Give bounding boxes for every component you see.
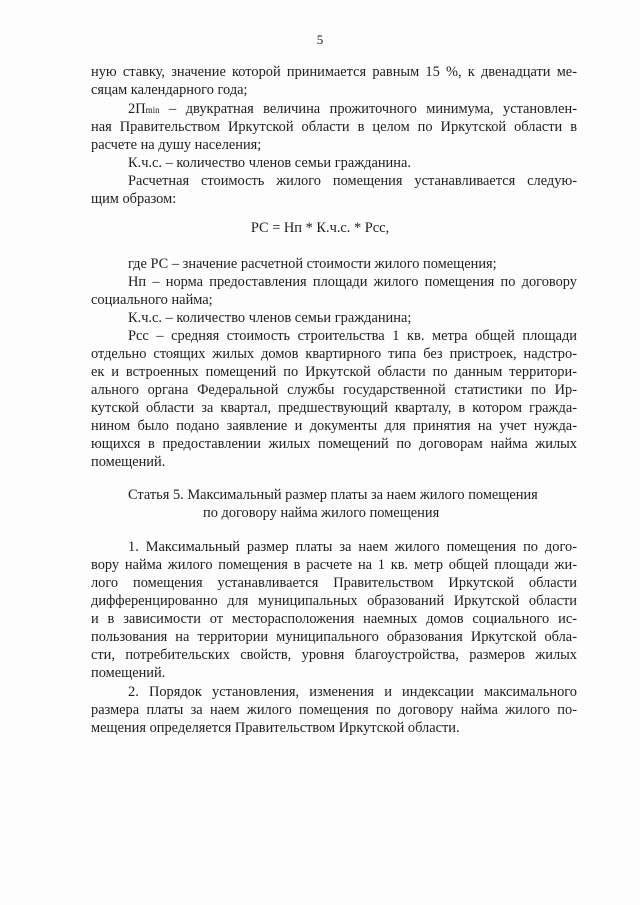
text-line: Расчетная стоимость жилого помещения устанавливается следую- [128,173,577,189]
text-line: где РС – значение расчетной стоимости жилого помещения; [128,256,497,272]
text-line: К.ч.с. – количество членов семьи гражданина; [128,310,412,326]
text-line: К.ч.с. – количество членов семьи гражданина. [128,155,411,171]
text-line: ная Правительством Иркутской области в целом по Иркутской области в [91,119,577,135]
text-line: размера платы за наем жилого помещения по договору найма жилого по- [91,702,577,718]
text-line: нином было подано заявление и документы для принятия на учет нуждa- [91,418,577,434]
text-line: ющихся в предоставлении жилых помещений по договорам найма жилых [91,436,577,452]
article-heading: Статья 5. Максимальный размер платы за наем жилого помещения [128,487,538,503]
text-line: ек и встроенных помещений по Иркутской области по данным территори- [91,364,577,380]
text-line: расчете на душу населения; [91,137,262,153]
text-line: дифференцированно для муниципальных образований Иркутской области [91,593,577,609]
page-number: 5 [316,32,324,47]
text-line: сяцам календарного года; [91,82,248,98]
text-line: лого помещения устанавливается Правительством Иркутской области [91,575,577,591]
text-line: 2. Порядок установления, изменения и индексации максимального [128,684,577,700]
text-line: Нп – норма предоставления площади жилого помещения по договору [128,274,577,290]
text-line: отдельно стоящих жилых домов квартирного типа без пристроек, надстро- [91,346,577,362]
text-line: социального найма; [91,292,213,308]
text-line: ального органа Федеральной службы государственной статистики по Ир- [91,382,577,398]
text-line: сти, потребительских свойств, уровня благоустройства, размеров жилых [91,647,577,663]
text-line: ную ставку, значение которой принимается равным 15 %, к двенадцати ме- [91,64,577,80]
text-line: вору найма жилого помещения в расчете на 1 кв. метр общей площади жи- [91,557,577,573]
text-line: пользования на территории муниципального образования Иркутской обла- [91,629,577,645]
text-line: мещения определяется Правительством Иркутской области. [91,720,460,736]
article-heading-cont: по договору найма жилого помещения [203,505,440,521]
formula-subscript: min [145,105,160,115]
text-line: помещений. [91,665,166,681]
text-line: кутской области за квартал, предшествующий кварталу, в котором гражда- [91,400,577,416]
text-line [128,100,577,119]
text-line: Рсс – средняя стоимость строительства 1 кв. метра общей площади [128,328,577,344]
text-line: 1. Максимальный размер платы за наем жилого помещения по дого- [128,539,577,555]
text-line: щим образом: [91,191,177,207]
formula-symbol: 2П [128,101,146,117]
formula: РС = Нп * К.ч.с. * Рсс, [250,220,390,236]
text-line: и в зависимости от месторасположения наемных домов социального ис- [91,611,577,627]
text-line: помещений. [91,454,166,470]
text-fragment: – двукратная величина прожиточного минимума, установлен- [159,101,577,117]
